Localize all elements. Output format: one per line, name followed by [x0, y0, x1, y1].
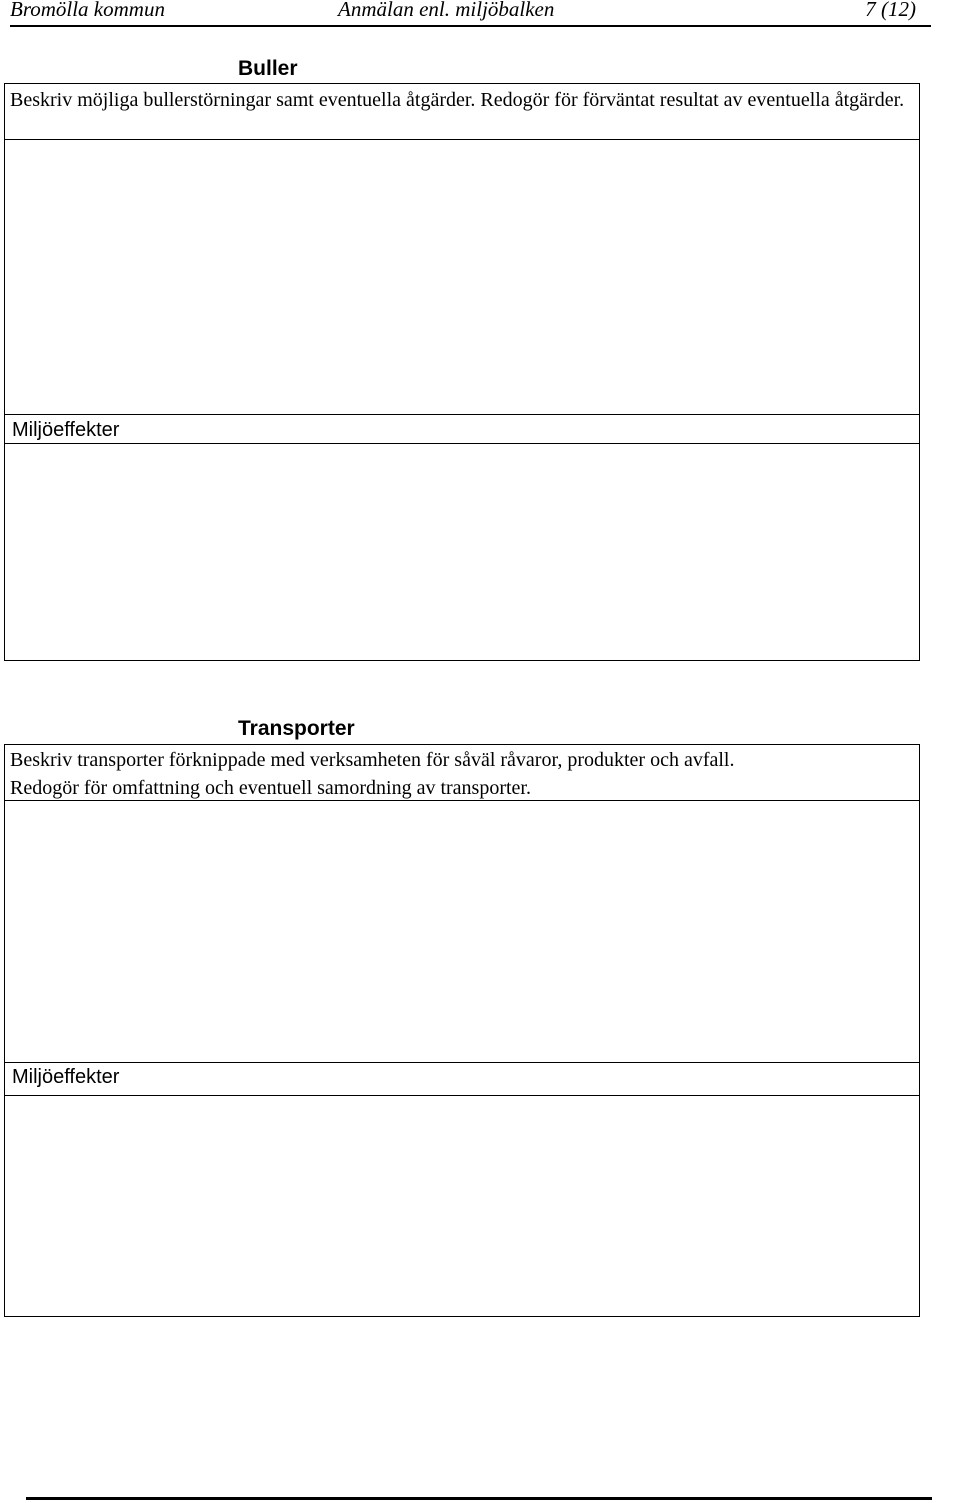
transporter-effects-divider: [4, 1095, 920, 1096]
transporter-description-line2: Redogör för omfattning och eventuell samordning av transporter.: [10, 777, 531, 799]
header-municipality: Bromölla kommun: [10, 0, 165, 21]
header-divider: [10, 25, 931, 27]
transporter-effects-label: Miljöeffekter: [12, 1066, 120, 1088]
transporter-effects-field[interactable]: [6, 1097, 918, 1315]
header-page-number: 7 (12): [865, 0, 916, 21]
buller-effects-field[interactable]: [6, 445, 918, 659]
buller-effects-divider: [4, 443, 920, 444]
transporter-description-line1: Beskriv transporter förknippade med verksamheten för såväl råvaror, produkter och avfall.: [10, 749, 735, 771]
buller-description: Beskriv möjliga bullerstörningar samt eventuella åtgärder. Redogör för förväntat resultat av eventuella åtgärder.: [10, 89, 905, 111]
transporter-effects-divider-top: [4, 1062, 920, 1063]
page-header: [10, 0, 930, 26]
buller-effects-label: Miljöeffekter: [12, 419, 120, 441]
header-document-title: Anmälan enl. miljöbalken: [338, 0, 555, 21]
transporter-answer-field[interactable]: [6, 802, 918, 1062]
buller-heading: Buller: [238, 57, 298, 80]
buller-effects-divider-top: [4, 414, 920, 415]
transporter-heading: Transporter: [238, 717, 355, 740]
footer-divider: [26, 1497, 932, 1500]
transporter-divider: [4, 800, 920, 801]
buller-answer-field[interactable]: [6, 141, 918, 414]
buller-divider: [4, 139, 920, 140]
